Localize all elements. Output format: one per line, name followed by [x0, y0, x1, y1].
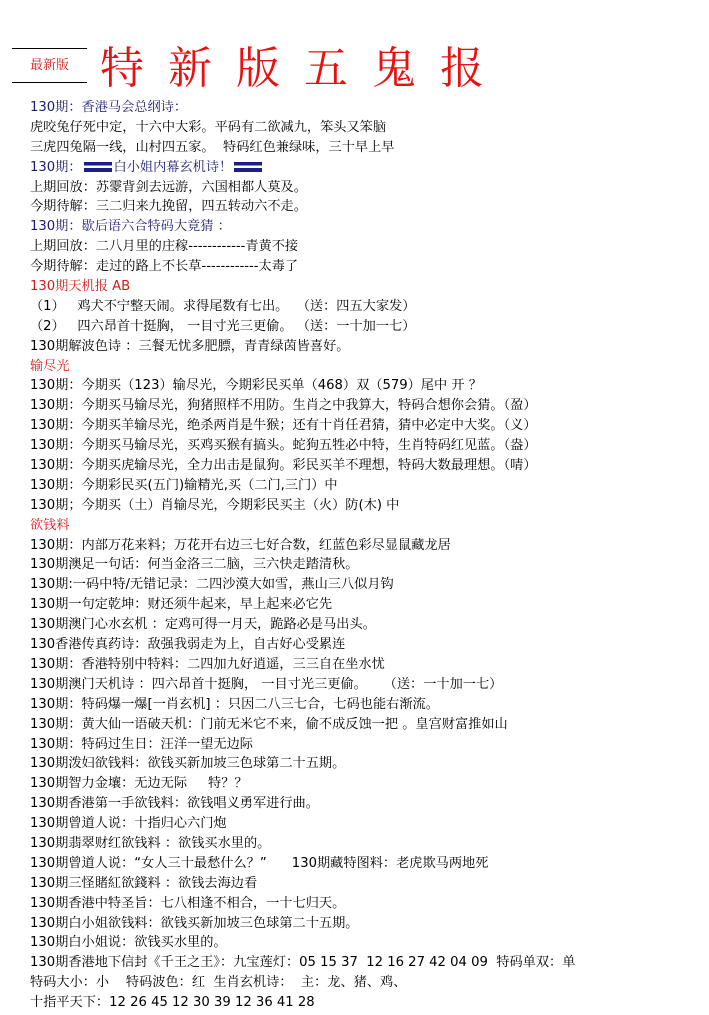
text-line: 130期：香港特别中特料：二四加九好逍遥，三三自在坐水忧 [30, 656, 385, 672]
text-line: 130期：今期买羊输尽光，绝杀两肖是牛猴；还有十肖任君猜，猜中必定中大奖。（义） [30, 418, 537, 434]
text-line: 今期待解：走过的路上不长草------------太毒了 [30, 259, 299, 275]
section-heading: 130期天机报 AB [30, 279, 131, 295]
text-line: 130期香港中特圣旨：七八相逢不相合，一十七归天。 [30, 895, 346, 911]
text-line: 虎咬兔仔死中定，十六中大彩。平码有二欲减九，笨头又笨脑 [30, 119, 387, 135]
text-line: 130期曾道人说：“女人三十最愁什么？” 130期藏特图料：老虎欺马两地死 [30, 855, 489, 871]
text-line: 130期白小姐说：欲钱买水里的。 [30, 935, 227, 951]
section-heading: 欲钱料 [30, 517, 70, 533]
text-line: 130期解波色诗 ：三餐无忧多肥膘，青青绿茵皆喜好。 [30, 338, 350, 354]
text-line: 130期翡翠财红欲钱料 ：欲钱买水里的。 [30, 835, 271, 851]
text-line: 130期智力金壤：无边无际 特？？ [30, 776, 248, 792]
double-bar-icon [234, 162, 262, 172]
text-line: 130期泼妇欲钱料：欲钱买新加坡三色球第二十五期。 [30, 756, 346, 772]
text-line: 130期：黄大仙一语破天机：门前无米它不来，偷不成反蚀一把 。皇宫财富推如山 [30, 716, 508, 732]
text-line: 130期一句定乾坤：财还须牛起来，早上起来必它先 [30, 597, 333, 613]
text-line: 130期：今期买（123）输尽光，今期彩民买单（468）双（579）尾中 开 ？ [30, 378, 482, 394]
latest-edition-badge [12, 48, 87, 83]
article-body [30, 98, 709, 1013]
text-line: 130期：香港马会总纲诗： [30, 100, 188, 115]
text-line: 130期：今期买马输尽光，狗猪照样不用防。生肖之中我算大，特码合想你会猜。（盈） [30, 398, 537, 414]
text-line: 130期白小姐欲钱料：欲钱买新加坡三色球第二十五期。 [30, 915, 359, 931]
text-line: 130期：今期买马输尽光，买鸡买猴有搞头。蛇狗五牲必中特，生肖特码红见蓝。（盎） [30, 438, 537, 454]
text-line: 130期：特码过生日：汪洋一望无边际 [30, 736, 253, 752]
text-line: 130期香港地下信封《千王之王》：九宝莲灯：05 15 37 12 16 27 42 04 09 特码单双：单 [30, 955, 576, 971]
text-line: 130香港传真药诗：敌强我弱走为上，自古好心受累连 [30, 637, 346, 653]
text-line: 130期澳足一句话：何当金洛三二脑，三六快走踏清秋。 [30, 557, 359, 573]
text-line: （2） 四六昂首十挺胸， 一目寸光三更偷。 （送：一十加一七） [30, 318, 416, 334]
line-prefix: 130期： [30, 159, 82, 175]
text-line: 130期三怪賭紅欲錢料 ：欲钱去海边看 [30, 875, 258, 891]
text-line: 特码大小：小 特码波色：红 生肖玄机诗： 主：龙、猪、鸡、 [30, 975, 407, 991]
badge-label: 最新版 [29, 58, 69, 73]
text-line: 130期:一码中特/无错记录：二四沙漠大如雪，燕山三八似月钩 [30, 577, 394, 593]
text-line: 上期回放：二八月里的庄稼------------青黄不接 [30, 239, 299, 255]
text-line [30, 158, 709, 178]
text-line: 上期回放：苏霥背剑去远游，六国相都人莫及。 [30, 179, 307, 195]
text-line: 130期：内部万花来料；万花开右边三七好合数，红蓝色彩尽显鼠藏龙居 [30, 537, 451, 553]
text-line: 今期待解：三二归来九挽留，四五转动六不走。 [30, 199, 307, 215]
text-line: 130期香港第一手欲钱料：欲钱唱义勇军进行曲。 [30, 796, 319, 812]
page-title: 特新版五鬼报 [100, 43, 508, 94]
line-title: 白小姐内幕玄机诗！ [113, 159, 233, 175]
text-line: 130期曾道人说：十指归心六门炮 [30, 816, 227, 832]
double-bar-icon [84, 162, 112, 172]
text-line: （1） 鸡犬不宁整天闹。求得尾数有七出。 （送：四五大家发） [30, 298, 416, 314]
text-line: 130期；今期买（土）肖输尽光，今期彩民买主（火）防(木) 中 [30, 497, 400, 513]
text-line: 130期：今期买虎输尽光，全力出击是鼠狗。彩民买羊不理想，特码大数最理想。（啨） [30, 458, 537, 474]
text-line: 130期：今期彩民买(五门)输精光,买（二门,三门）中 [30, 477, 338, 493]
text-line: 十指平天下：12 26 45 12 30 39 12 36 41 28 [30, 995, 315, 1011]
section-heading: 输尽光 [30, 358, 70, 374]
text-line: 三虎四兔隔一线，山村四五家。 特码红色兼绿味，三十早上早 [30, 139, 395, 155]
text-line: 130期澳门天机诗 ：四六昂首十挺胸， 一目寸光三更偷。 （送：一十加一七） [30, 676, 503, 692]
text-line: 130期：特码爆一爆[一肖玄机] ：只因二八三七合，七码也能右渐流。 [30, 696, 439, 712]
text-line: 130期：歇后语六合特码大竟猜 ： [30, 219, 231, 235]
page-header [0, 40, 709, 98]
text-line: 130期澳门心水玄机 ：定鸡可得一月天，跪路必是马出头。 [30, 617, 376, 633]
